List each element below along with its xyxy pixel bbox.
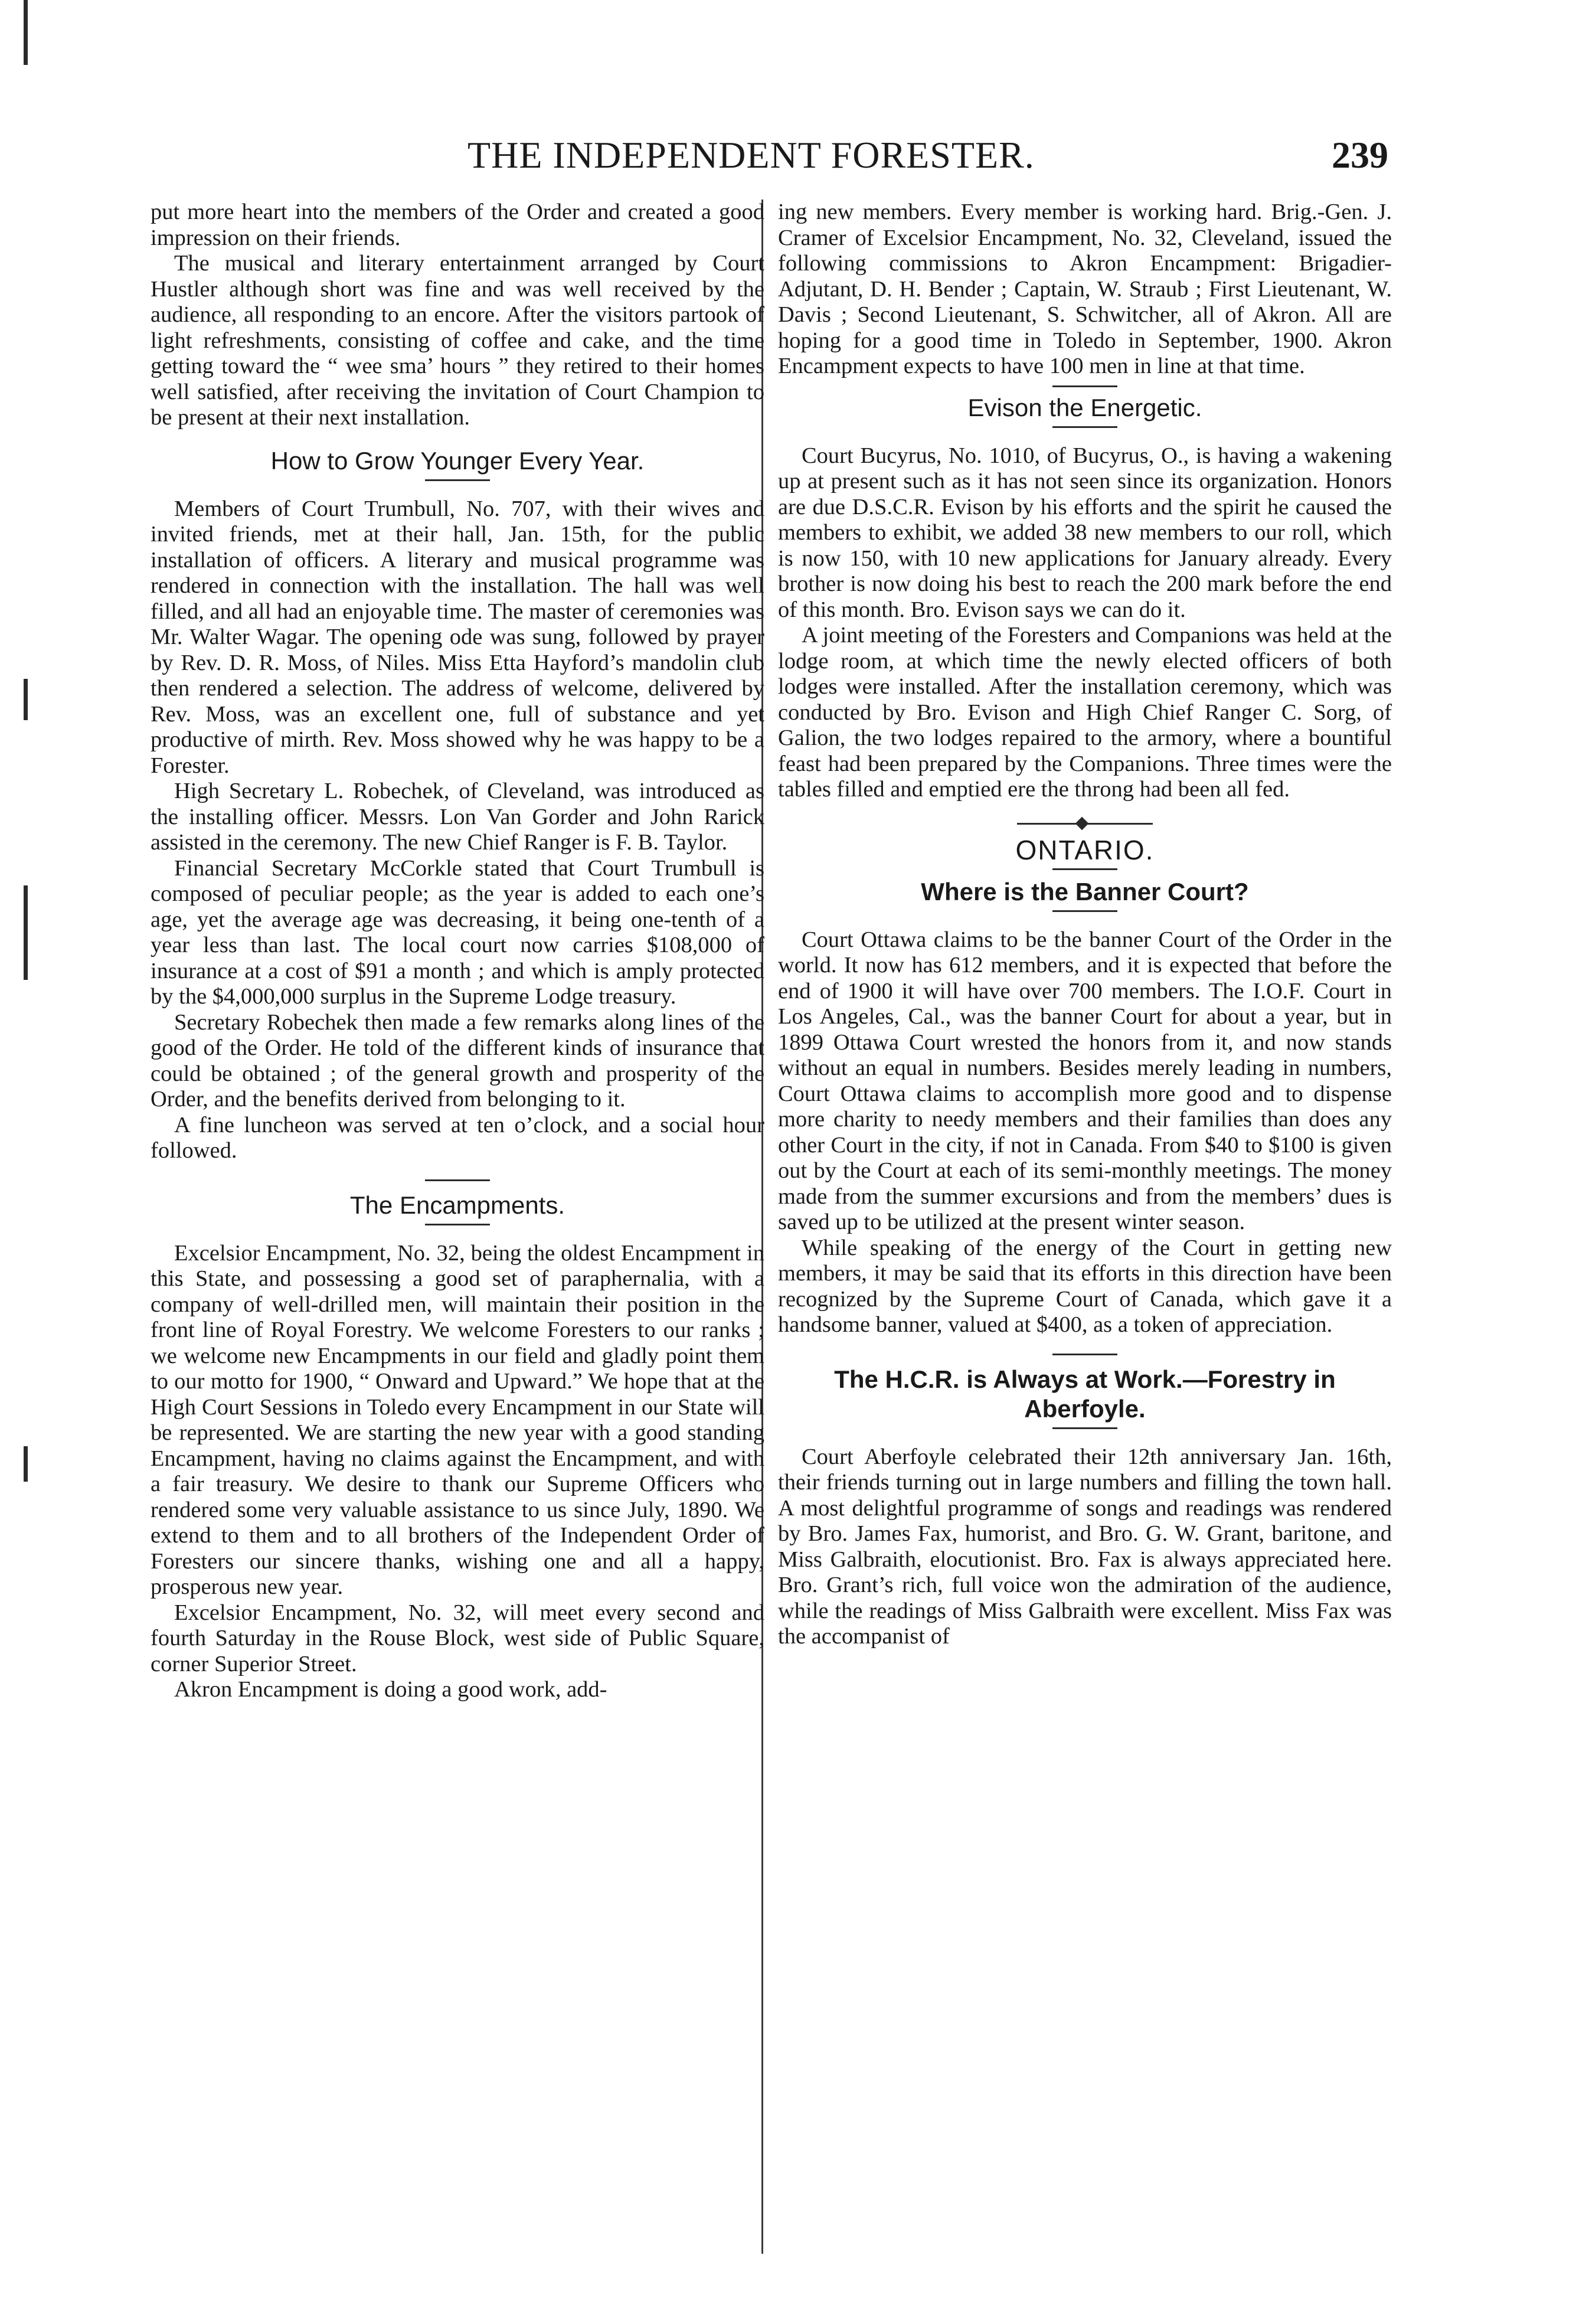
right-column [778,200,1392,1650]
divider-diamond-icon [1075,816,1089,830]
article-paragraph: Members of Court Trumbull, No. 707, with their wives and invited friends, met at their hall, Jan. 15th, for the public installation of officers. A literary and musical programme was rendered in connection with the installation. The hall was well filled, and all had an enjoyable time. The master of ceremonies was Mr. Walter Wagar. The opening ode was sung, followed by prayer by Rev. D. R. Moss, of Niles. Miss Etta Hayford’s mandolin club then rendered a selection. The address of welcome, delivered by Rev. Moss, was an excellent one, full of substance and yet productive of mirth. Rev. Moss showed why he was happy to be a Forester. [151,496,764,778]
article-paragraph: Court Aberfoyle celebrated their 12th anniversary Jan. 16th, their friends turning out in large numbers and filling the town hall. A most delightful programme of songs and readings was rendered by Bro. James Fax, humorist, and Bro. G. W. Grant, baritone, and Miss Galbraith, elocutionist. Bro. Fax is always appreciated here. Bro. Grant’s rich, full voice won the admiration of the audience, while the readings of Miss Galbraith were excellent. Miss Fax was the accompanist of [778,1444,1392,1649]
section-rule [425,1179,490,1181]
heading-rule [425,1224,490,1225]
heading-rule [425,479,490,481]
article-paragraph: The musical and literary entertainment arranged by Court Hustler although short was fine and was well received by the audience, all responding to an encore. After the visitors partook of light refreshments, consisting of coffee and cake, and the time getting toward the “ wee sma’ hours ” they retired to their homes well satisfied, after receiving the invitation of Court Champion to be present at their next installation. [151,251,764,430]
heading-rule [1052,910,1117,912]
article-paragraph: High Secretary L. Robechek, of Cleveland, was introduced as the installing officer. Messrs. Lon Van Gorder and John Rarick assisted in the ceremony. The new Chief Ranger is F. B. Taylor. [151,779,764,855]
heading-rule [1052,1427,1117,1429]
article-paragraph: Court Bucyrus, No. 1010, of Bucyrus, O., is having a wakening up at present such as it has not seen since its organization. Honors are due D.S.C.R. Evison by his efforts and the spirit he caused the members to exhibit, we added 38 new members to our roll, which is now 150, with 10 new applications for January already. Every brother is now doing his best to reach the 200 mark before the end of this month. Bro. Evison says we can do it. [778,443,1392,622]
article-heading: Where is the Banner Court? [921,877,1249,906]
scan-edge-mark [24,0,28,65]
section-rule [1052,385,1117,387]
article-paragraph: A fine luncheon was served at ten o’clock, and a social hour followed. [151,1112,764,1163]
article-paragraph: ing new members. Every member is working hard. Brig.-Gen. J. Cramer of Excelsior Encampment, No. 32, Cleveland, issued the following commissions to Akron Encampment: Brigadier-Adjutant, D. H. Bender ; Captain, W. Straub ; First Lieutenant, W. Davis ; Second Lieutenant, S. Schwitcher, all of Akron. All are hoping for a good time in Toledo in September, 1900. Akron Encampment expects to have 100 men in line at that time. [778,200,1392,378]
article-paragraph: put more heart into the members of the Order and created a good impression on their friends. [151,200,764,250]
article-heading: The Encampments. [349,1191,565,1219]
page-header [149,133,1388,187]
scan-edge-mark [24,1446,28,1482]
article-paragraph: Court Ottawa claims to be the banner Court of the Order in the world. It now has 612 members, and it is expected that before the end of 1900 it will have over 700 members. The I.O.F. Court in Los Angeles, Cal., was the banner Court for about a year, but in 1899 Ottawa Court wrested the honors from it, and now stands without an equal in numbers. Besides merely leading in numbers, Court Ottawa claims to accomplish more good and to dispense more charity to needy members and their families than does any other Court in the city, if not in Canada. From $40 to $100 is given out by the Court at each of its semi-monthly meetings. The money made from the summer excursions and from the members’ dues is saved up to be utilized at the present winter season. [778,927,1392,1234]
article-heading: How to Grow Younger Every Year. [270,446,645,475]
heading-rule [1052,868,1117,870]
article-paragraph: Secretary Robechek then made a few remarks along lines of the good of the Order. He told of the different kinds of insurance that could be obtained ; of the general growth and prosperity of the Order, and the benefits derived from belonging to it. [151,1009,764,1112]
section-divider [1017,823,1153,825]
scan-edge-mark [24,885,28,980]
article-heading: The H.C.R. is Always at Work.—Forestry in Aberfoyle. [834,1365,1336,1423]
article-paragraph: While speaking of the energy of the Court in getting new members, it may be said that its efforts in this direction have been recognized by the Supreme Court of Canada, which gave it a handsome banner, valued at $400, as a token of appreciation. [778,1235,1392,1337]
article-paragraph: A joint meeting of the Foresters and Companions was held at the lodge room, at which time the newly elected officers of both lodges were installed. After the installation ceremony, which was conducted by Bro. Evison and High Chief Ranger C. Sorg, of Galion, the two lodges repaired to the armory, where a bountiful feast had been prepared by the Companions. Three times were the tables filled and emptied ere the throng had been all fed. [778,623,1392,802]
left-column [151,200,764,1703]
article-paragraph: Akron Encampment is doing a good work, add- [174,1677,607,1702]
heading-rule [1052,426,1117,428]
section-heading: ONTARIO. [1015,834,1155,865]
article-heading: Evison the Energetic. [967,393,1202,421]
page-number: 239 [1332,134,1388,176]
article-paragraph: Excelsior Encampment, No. 32, will meet every second and fourth Saturday in the Rouse Block, west side of Public Square, corner Superior Street. [151,1600,764,1676]
section-rule [1052,1354,1117,1355]
article-paragraph: Excelsior Encampment, No. 32, being the oldest Encampment in this State, and possessing a good set of paraphernalia, with a company of well-drilled men, will maintain their position in the front line of Royal Forestry. We welcome Foresters to our ranks ; we welcome new Encampments in our field and gladly point them to our motto for 1900, “ Onward and Upward.” We hope that at the High Court Sessions in Toledo every Encampment in our State will be represented. We are starting the new year with a good standing Encampment, having no claims against the Encampment, and with a fair treasury. We desire to thank our Supreme Officers who rendered some very valuable assistance to us since July, 1890. We extend to them and to all brothers of the Independent Order of Foresters our sincere thanks, wishing one and all a happy, prosperous new year. [151,1240,764,1599]
scan-edge-mark [24,679,28,720]
publication-title: THE INDEPENDENT FORESTER. [467,134,1035,176]
article-paragraph: Financial Secretary McCorkle stated that Court Trumbull is composed of peculiar people; as the year is added to each one’s age, yet the average age was decreasing, it being one-tenth of a year less than last. The local court now carries $108,000 of insurance at a cost of $91 a month ; and which is amply protected by the $4,000,000 surplus in the Supreme Lodge treasury. [151,855,764,1009]
